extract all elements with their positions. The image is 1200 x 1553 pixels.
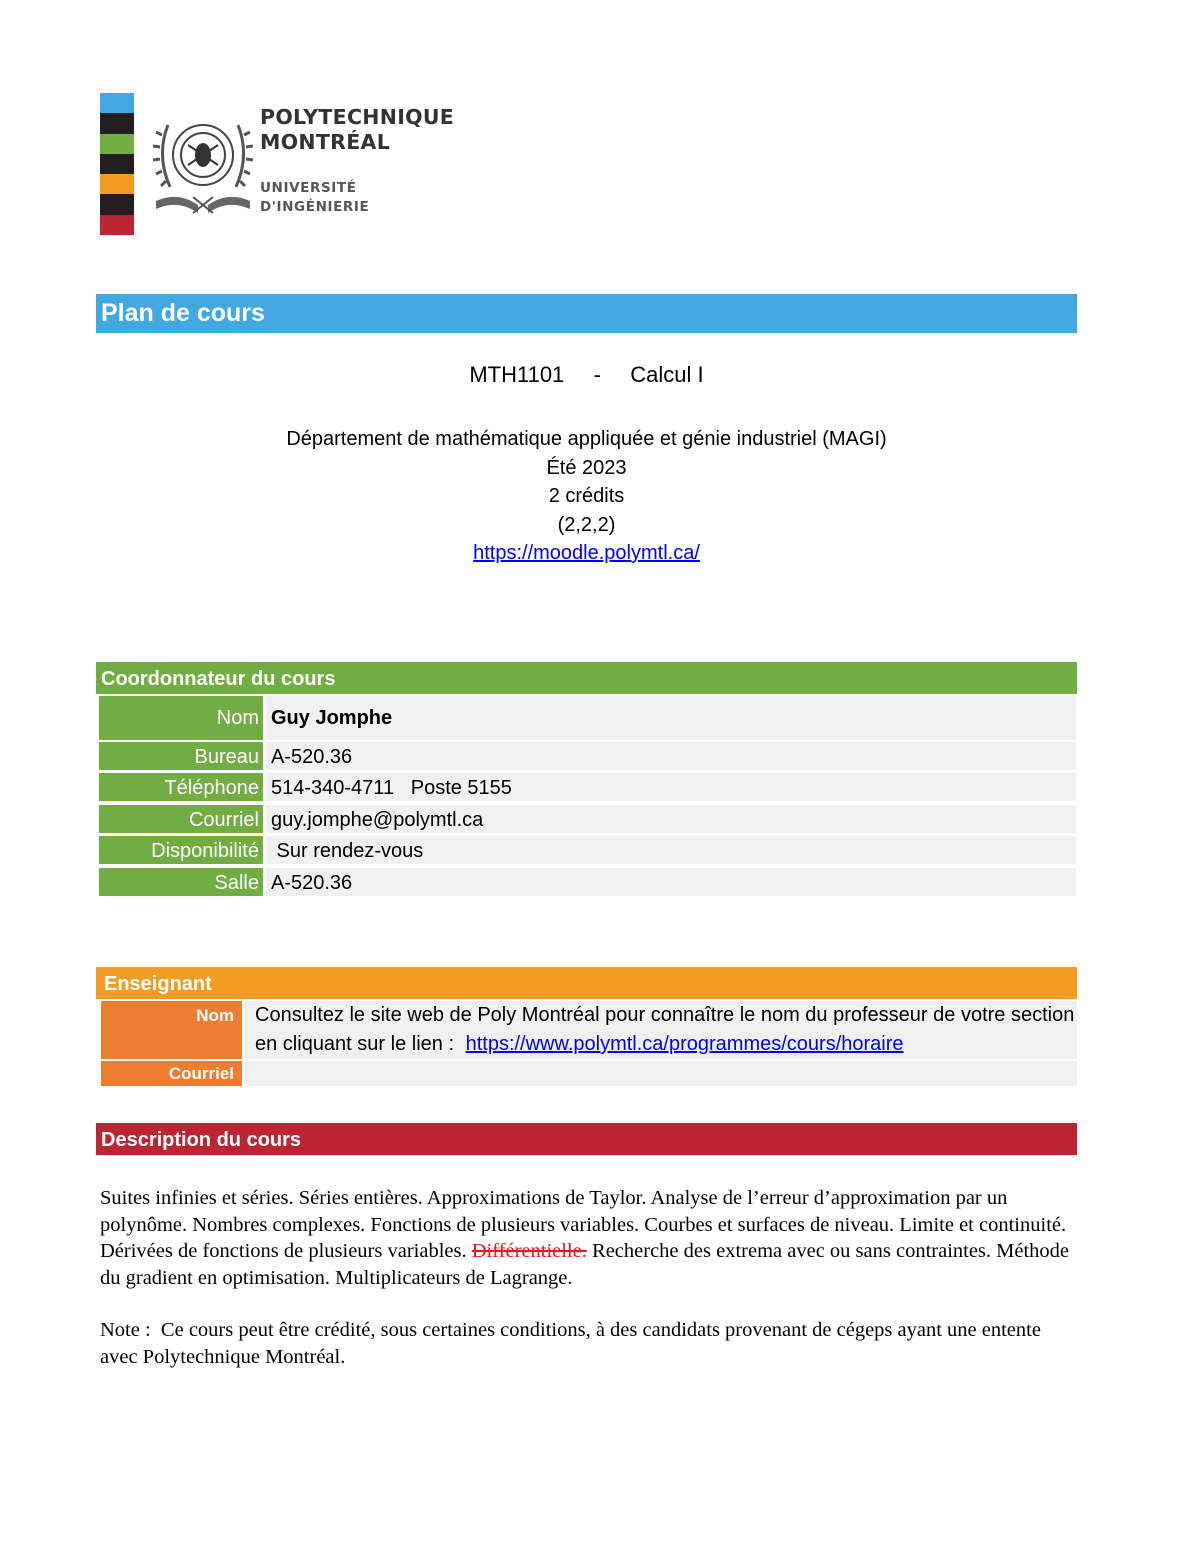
hours: (2,2,2) — [557, 513, 616, 536]
row-label: Bureau — [99, 742, 263, 770]
plan-title: Plan de cours — [101, 299, 265, 327]
row-value: 514-340-4711 Poste 5155 — [266, 773, 1076, 801]
row-label: Téléphone — [99, 773, 263, 801]
course-name: Calcul I — [630, 362, 704, 387]
coordinator-title: Coordonnateur du cours — [96, 662, 1077, 694]
description-title-bar — [96, 1123, 1077, 1155]
plan-title-bar — [96, 294, 1077, 333]
row-value: A-520.36 — [266, 742, 1076, 770]
row-value: Sur rendez-vous — [266, 836, 1076, 864]
moodle-link[interactable]: https://moodle.polymtl.ca/ — [473, 542, 700, 564]
coordinator-row-office — [99, 742, 1076, 770]
logo-sub-line1: UNIVERSITÉ — [260, 180, 357, 196]
teacher-title: Enseignant — [96, 967, 1077, 999]
row-label: Nom — [99, 696, 263, 740]
row-value — [245, 1061, 1077, 1086]
description-note: Note : Ce cours peut être crédité, sous certaines conditions, à des candidats provenant de cégeps ayant une entente avec Polytechnique Montréal. — [100, 1319, 1047, 1368]
course-info — [96, 425, 1077, 568]
teacher-row-email — [101, 1061, 1077, 1086]
description-struck-text: Différentielle. — [471, 1240, 587, 1262]
row-label: Salle — [99, 868, 263, 896]
row-value: Guy Jomphe — [266, 696, 1076, 740]
teacher-section — [96, 967, 1077, 1089]
course-code: MTH1101 — [469, 362, 565, 387]
row-value: A-520.36 — [266, 868, 1076, 896]
row-label: Courriel — [99, 805, 263, 833]
teacher-row-name — [101, 1001, 1077, 1059]
description-text-after: Recherche des extrema avec ou sans contraintes. Méthode du gradient en optimisation. Multiplicateurs de Lagrange. — [100, 1240, 1070, 1289]
coordinator-section — [96, 662, 1077, 902]
coordinator-row-phone — [99, 773, 1076, 801]
row-label: Courriel — [101, 1061, 242, 1086]
session: Été 2023 — [546, 456, 627, 479]
teacher-instructions: Consultez le site web de Poly Montréal pour connaître le nom du professeur de votre section en cliquant sur le lien : — [255, 1004, 1075, 1055]
coordinator-row-availability — [99, 836, 1076, 864]
coordinator-row-name — [99, 696, 1076, 740]
description-title: Description du cours — [101, 1129, 302, 1151]
department: Département de mathématique appliquée et génie industriel (MAGI) — [286, 428, 887, 450]
logo-wordmark — [260, 105, 454, 155]
seal-icon — [148, 105, 258, 217]
course-separator: - — [593, 362, 601, 387]
row-value: guy.jomphe@polymtl.ca — [266, 805, 1076, 833]
logo-color-stripes — [100, 93, 134, 235]
description-text-before: Suites infinies et séries. Séries entières. Approximations de Taylor. Analyse de l’erreur d’approximation par un polynôme. Nombres complexes. Fonctions de plusieurs variables. Courbes et surfaces de niveau. Limite et continuité. Dérivées de fonctions de plusieurs variables. — [100, 1187, 1067, 1262]
row-label: Disponibilité — [99, 836, 263, 864]
logo-sub-line2: D'INGÉNIERIE — [260, 199, 370, 215]
credits: 2 crédits — [548, 485, 625, 507]
logo-name-line2: MONTRÉAL — [260, 130, 391, 154]
schedule-link[interactable]: https://www.polymtl.ca/programmes/cours/horaire — [465, 1033, 904, 1055]
coordinator-row-email — [99, 805, 1076, 833]
coordinator-row-room — [99, 868, 1076, 896]
polytechnique-logo — [100, 93, 455, 235]
description-text — [100, 1185, 1080, 1291]
course-heading — [96, 362, 1077, 388]
logo-subtitle — [260, 179, 369, 217]
logo-name-line1: POLYTECHNIQUE — [260, 105, 455, 129]
row-value — [245, 1001, 1077, 1059]
row-label: Nom — [101, 1001, 242, 1059]
